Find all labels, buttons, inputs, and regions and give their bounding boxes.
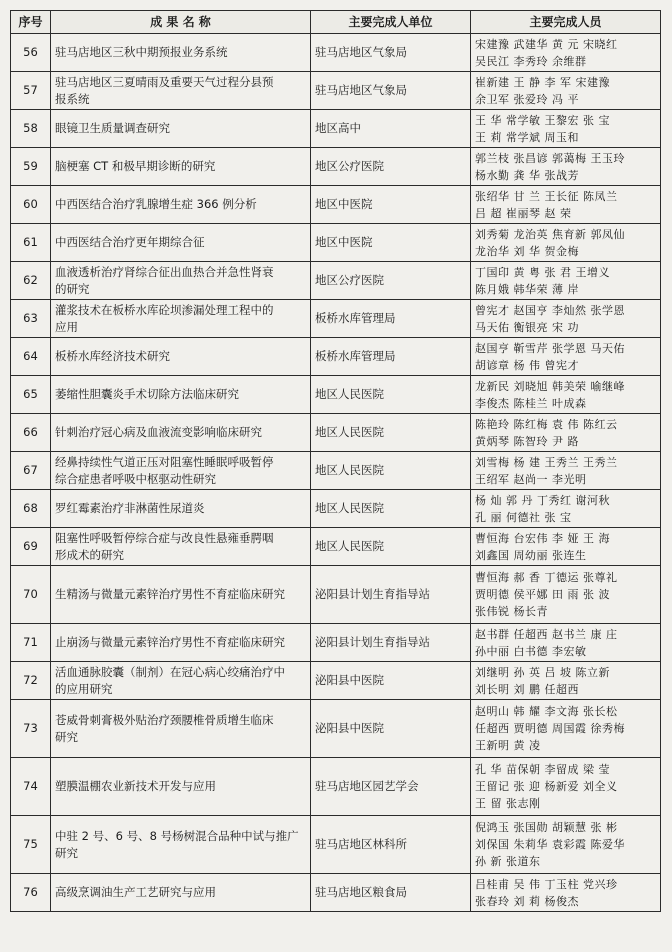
table-row bbox=[11, 186, 661, 224]
table-row bbox=[11, 528, 661, 566]
completing-unit-cell: 地区人民医院 bbox=[311, 490, 471, 528]
row-number-cell: 74 bbox=[11, 758, 51, 816]
completing-unit-cell: 泌阳县计划生育指导站 bbox=[311, 624, 471, 662]
row-number-cell: 71 bbox=[11, 624, 51, 662]
awards-table-page bbox=[10, 10, 660, 942]
achievement-name-cell: 中西医结合治疗乳腺增生症 366 例分析 bbox=[51, 186, 311, 224]
achievement-name-cell: 萎缩性胆囊炎手术切除方法临床研究 bbox=[51, 376, 311, 414]
row-number-cell: 76 bbox=[11, 874, 51, 912]
table-row bbox=[11, 338, 661, 376]
completing-people-cell: 孔 华 苗保朝 李留成 梁 莹 王留记 张 迎 杨新爱 刘全义 王 留 张志刚 bbox=[471, 758, 661, 816]
table-row bbox=[11, 624, 661, 662]
completing-unit-cell: 驻马店地区气象局 bbox=[311, 72, 471, 110]
completing-unit-cell: 泌阳县中医院 bbox=[311, 700, 471, 758]
table-row bbox=[11, 816, 661, 874]
achievement-name-cell: 脑梗塞 CT 和极早期诊断的研究 bbox=[51, 148, 311, 186]
row-number-cell: 65 bbox=[11, 376, 51, 414]
completing-unit-cell: 板桥水库管理局 bbox=[311, 338, 471, 376]
completing-unit-cell: 地区中医院 bbox=[311, 224, 471, 262]
row-number-cell: 67 bbox=[11, 452, 51, 490]
completing-unit-cell: 泌阳县中医院 bbox=[311, 662, 471, 700]
completing-people-cell: 陈艳玲 陈红梅 袁 伟 陈红云 黄炳琴 陈智玲 尹 路 bbox=[471, 414, 661, 452]
completing-people-cell: 赵明山 韩 耀 李文海 张长松 任超西 贾明德 周国霞 徐秀梅 王新明 黄 凌 bbox=[471, 700, 661, 758]
completing-people-cell: 张绍华 甘 兰 王长征 陈凤兰 吕 超 崔丽琴 赵 荣 bbox=[471, 186, 661, 224]
achievement-name-cell: 止崩汤与微量元素锌治疗男性不育症临床研究 bbox=[51, 624, 311, 662]
completing-people-cell: 曹恒海 郝 香 丁德运 张尊礼 贾明德 侯平娜 田 雨 张 波 张伟锐 杨长青 bbox=[471, 566, 661, 624]
table-row bbox=[11, 110, 661, 148]
row-number-cell: 57 bbox=[11, 72, 51, 110]
row-number-cell: 62 bbox=[11, 262, 51, 300]
table-body bbox=[11, 34, 661, 912]
achievement-name-cell: 板桥水库经济技术研究 bbox=[51, 338, 311, 376]
completing-unit-cell: 驻马店地区林科所 bbox=[311, 816, 471, 874]
table-row bbox=[11, 452, 661, 490]
achievement-name-cell: 高级烹调油生产工艺研究与应用 bbox=[51, 874, 311, 912]
header-unit: 主要完成人单位 bbox=[311, 11, 471, 34]
completing-people-cell: 曹恒海 台宏伟 李 娅 王 海 刘鑫国 周幼丽 张连生 bbox=[471, 528, 661, 566]
row-number-cell: 60 bbox=[11, 186, 51, 224]
table-row bbox=[11, 758, 661, 816]
completing-people-cell: 崔新建 王 静 李 军 宋建豫 余卫军 张爱玲 冯 平 bbox=[471, 72, 661, 110]
achievement-name-cell: 塑膜温棚农业新技术开发与应用 bbox=[51, 758, 311, 816]
completing-people-cell: 宋建豫 武建华 黄 元 宋晓红 吴民江 李秀玲 余维群 bbox=[471, 34, 661, 72]
header-row bbox=[11, 11, 661, 34]
table-row bbox=[11, 700, 661, 758]
row-number-cell: 61 bbox=[11, 224, 51, 262]
completing-people-cell: 刘雪梅 杨 建 王秀兰 王秀兰 王绍军 赵尚一 李光明 bbox=[471, 452, 661, 490]
achievement-name-cell: 血液透析治疗肾综合征出血热合并急性肾衰 的研究 bbox=[51, 262, 311, 300]
completing-unit-cell: 地区公疗医院 bbox=[311, 148, 471, 186]
completing-unit-cell: 地区人民医院 bbox=[311, 452, 471, 490]
table-row bbox=[11, 300, 661, 338]
achievement-name-cell: 生精汤与微量元素锌治疗男性不育症临床研究 bbox=[51, 566, 311, 624]
table-row bbox=[11, 566, 661, 624]
row-number-cell: 72 bbox=[11, 662, 51, 700]
completing-people-cell: 吕桂甫 吴 伟 丁玉柱 党兴珍 张春玲 刘 莉 杨俊杰 bbox=[471, 874, 661, 912]
completing-people-cell: 丁国印 黄 粤 张 君 王增义 陈月娥 韩华荣 薄 岸 bbox=[471, 262, 661, 300]
achievement-name-cell: 针刺治疗冠心病及血液流变影响临床研究 bbox=[51, 414, 311, 452]
achievement-name-cell: 灌浆技术在板桥水库砼坝渗漏处理工程中的 应用 bbox=[51, 300, 311, 338]
row-number-cell: 66 bbox=[11, 414, 51, 452]
row-number-cell: 63 bbox=[11, 300, 51, 338]
row-number-cell: 59 bbox=[11, 148, 51, 186]
completing-people-cell: 龙新民 刘晓旭 韩美荣 喻继峰 李俊杰 陈桂兰 叶成森 bbox=[471, 376, 661, 414]
table-row bbox=[11, 376, 661, 414]
achievement-name-cell: 罗红霉素治疗非淋菌性尿道炎 bbox=[51, 490, 311, 528]
row-number-cell: 70 bbox=[11, 566, 51, 624]
completing-people-cell: 曾宪才 赵国亨 李灿然 张学恩 马天佑 衡银亮 宋 功 bbox=[471, 300, 661, 338]
completing-unit-cell: 地区公疗医院 bbox=[311, 262, 471, 300]
table-row bbox=[11, 662, 661, 700]
completing-people-cell: 赵书群 任超西 赵书兰 康 庄 孙中丽 白书德 李宏敏 bbox=[471, 624, 661, 662]
completing-unit-cell: 板桥水库管理局 bbox=[311, 300, 471, 338]
completing-unit-cell: 泌阳县计划生育指导站 bbox=[311, 566, 471, 624]
header-people: 主要完成人员 bbox=[471, 11, 661, 34]
table-header bbox=[11, 11, 661, 34]
completing-unit-cell: 地区人民医院 bbox=[311, 376, 471, 414]
row-number-cell: 56 bbox=[11, 34, 51, 72]
table-row bbox=[11, 148, 661, 186]
header-no: 序号 bbox=[11, 11, 51, 34]
completing-unit-cell: 驻马店地区园艺学会 bbox=[311, 758, 471, 816]
achievement-name-cell: 中西医结合治疗更年期综合征 bbox=[51, 224, 311, 262]
achievement-name-cell: 中驻 2 号、6 号、8 号杨树混合品种中试与推广 研究 bbox=[51, 816, 311, 874]
achievement-name-cell: 阻塞性呼吸暂停综合症与改良性悬雍垂腭咽 形成术的研究 bbox=[51, 528, 311, 566]
table-row bbox=[11, 874, 661, 912]
completing-unit-cell: 地区人民医院 bbox=[311, 414, 471, 452]
table-row bbox=[11, 34, 661, 72]
completing-people-cell: 王 华 常学敏 王黎宏 张 宝 王 莉 常学斌 周玉和 bbox=[471, 110, 661, 148]
row-number-cell: 73 bbox=[11, 700, 51, 758]
completing-people-cell: 刘继明 孙 英 吕 坡 陈立新 刘长明 刘 鹏 任超西 bbox=[471, 662, 661, 700]
completing-unit-cell: 驻马店地区粮食局 bbox=[311, 874, 471, 912]
achievement-name-cell: 活血通脉胶囊（制剂）在冠心病心绞痛治疗中 的应用研究 bbox=[51, 662, 311, 700]
table-row bbox=[11, 262, 661, 300]
achievement-name-cell: 驻马店地区三夏晴雨及重要天气过程分县预 报系统 bbox=[51, 72, 311, 110]
row-number-cell: 68 bbox=[11, 490, 51, 528]
completing-people-cell: 赵国亨 靳雪芹 张学恩 马天佑 胡谚章 杨 伟 曾宪才 bbox=[471, 338, 661, 376]
achievement-name-cell: 驻马店地区三秋中期预报业务系统 bbox=[51, 34, 311, 72]
completing-unit-cell: 地区人民医院 bbox=[311, 528, 471, 566]
achievement-name-cell: 经鼻持续性气道正压对阻塞性睡眠呼吸暂停 综合症患者呼吸中枢驱动性研究 bbox=[51, 452, 311, 490]
table-row bbox=[11, 224, 661, 262]
row-number-cell: 69 bbox=[11, 528, 51, 566]
awards-table bbox=[10, 10, 661, 912]
row-number-cell: 64 bbox=[11, 338, 51, 376]
table-row bbox=[11, 490, 661, 528]
table-row bbox=[11, 414, 661, 452]
row-number-cell: 75 bbox=[11, 816, 51, 874]
table-row bbox=[11, 72, 661, 110]
completing-people-cell: 郭兰枝 张昌谚 郭蔼梅 王玉玲 杨水勤 龚 华 张战芳 bbox=[471, 148, 661, 186]
completing-people-cell: 刘秀菊 龙治英 焦育新 郭凤仙 龙治华 刘 华 贺金梅 bbox=[471, 224, 661, 262]
row-number-cell: 58 bbox=[11, 110, 51, 148]
completing-unit-cell: 驻马店地区气象局 bbox=[311, 34, 471, 72]
completing-unit-cell: 地区中医院 bbox=[311, 186, 471, 224]
header-achievement: 成 果 名 称 bbox=[51, 11, 311, 34]
completing-unit-cell: 地区高中 bbox=[311, 110, 471, 148]
completing-people-cell: 倪鸿玉 张国勋 胡颖慧 张 彬 刘保国 朱莉华 袁彩霞 陈爱华 孙 新 张道东 bbox=[471, 816, 661, 874]
completing-people-cell: 杨 灿 郭 丹 丁秀红 谢河秋 孔 丽 何德社 张 宝 bbox=[471, 490, 661, 528]
achievement-name-cell: 苍威骨刺膏极外贴治疗颈腰椎骨质增生临床 研究 bbox=[51, 700, 311, 758]
achievement-name-cell: 眼镜卫生质量调查研究 bbox=[51, 110, 311, 148]
